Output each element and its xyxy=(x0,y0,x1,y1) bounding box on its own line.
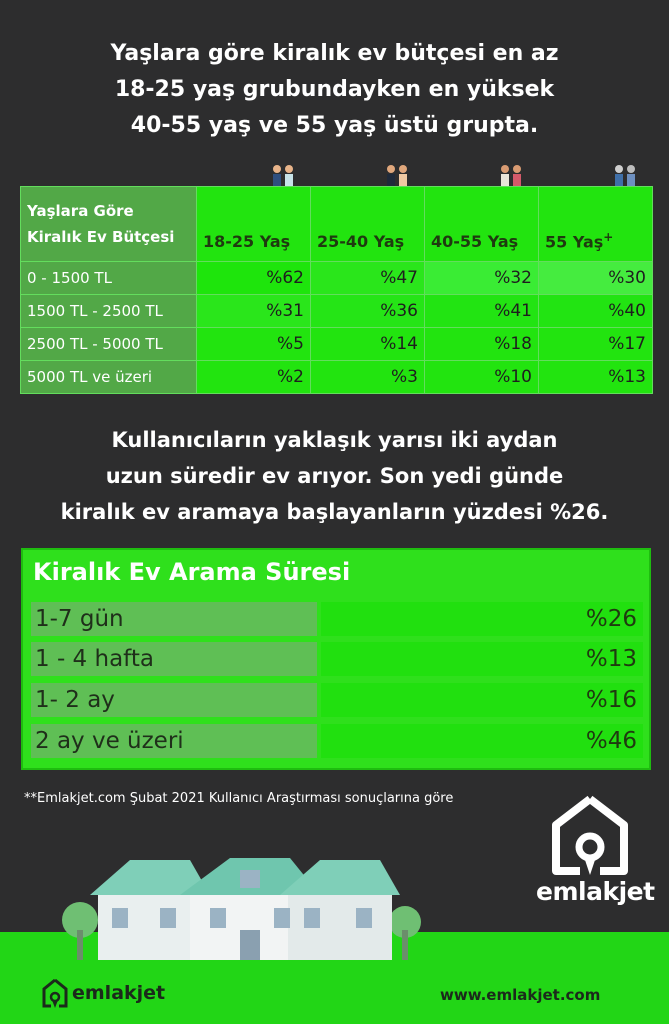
headline-line: uzun süredir ev arıyor. Son yedi günde xyxy=(105,464,564,488)
row-label: 5000 TL ve üzeri xyxy=(21,361,197,394)
headline-budget xyxy=(0,36,669,144)
age-label: 25-40 Yaş xyxy=(317,232,405,251)
headline-search-duration xyxy=(0,422,669,530)
rent-budget-table xyxy=(20,186,653,394)
table-header-label xyxy=(21,187,197,262)
plus-sign: + xyxy=(603,229,614,244)
headline-line: 40-55 yaş ve 55 yaş üstü grupta. xyxy=(130,113,539,138)
row-label: 1- 2 ay xyxy=(31,683,317,717)
row-label: 1500 TL - 2500 TL xyxy=(21,295,197,328)
row-value: %26 xyxy=(321,602,643,636)
table-cell: %62 xyxy=(197,262,311,295)
table-cell: %3 xyxy=(311,361,425,394)
age-label: 18-25 Yaş xyxy=(203,232,291,251)
headline-line: 18-25 yaş grubundayken en yüksek xyxy=(114,77,555,102)
row-value: %13 xyxy=(321,642,643,676)
table-cell: %47 xyxy=(311,262,425,295)
row-label: 0 - 1500 TL xyxy=(21,262,197,295)
age-label: 55 Yaş xyxy=(545,232,604,251)
headline-line: Kullanıcıların yaklaşık yarısı iki aydan xyxy=(111,428,558,452)
age-header xyxy=(311,187,425,262)
row-label: 2 ay ve üzeri xyxy=(31,724,317,758)
row-label: 2500 TL - 5000 TL xyxy=(21,328,197,361)
header-label-line: Yaşlara Göre xyxy=(27,202,134,220)
table-cell: %18 xyxy=(425,328,539,361)
search-table-title: Kiralık Ev Arama Süresi xyxy=(33,558,351,586)
headline-line: Yaşlara göre kiralık ev bütçesi en az xyxy=(110,41,559,66)
table-cell: %17 xyxy=(539,328,653,361)
house-pin-icon xyxy=(42,978,68,1010)
search-duration-table xyxy=(21,548,651,770)
table-row xyxy=(21,361,653,394)
table-cell: %32 xyxy=(425,262,539,295)
table-cell: %41 xyxy=(425,295,539,328)
row-value: %16 xyxy=(321,683,643,717)
age-header xyxy=(425,187,539,262)
brand-name: emlakjet xyxy=(72,982,166,1004)
table-row xyxy=(21,295,653,328)
age-label: 40-55 Yaş xyxy=(431,232,519,251)
brand-logo[interactable] xyxy=(532,795,655,910)
table-cell: %31 xyxy=(197,295,311,328)
table-cell: %10 xyxy=(425,361,539,394)
website-link[interactable]: www.emlakjet.com xyxy=(440,986,601,1004)
headline-line: kiralık ev aramaya başlayanların yüzdesi %26. xyxy=(60,500,609,524)
table-cell: %30 xyxy=(539,262,653,295)
row-label: 1-7 gün xyxy=(31,602,317,636)
row-value: %46 xyxy=(321,724,643,758)
table-cell: %13 xyxy=(539,361,653,394)
header-label-line: Kiralık Ev Bütçesi xyxy=(27,228,175,246)
brand-name: emlakjet xyxy=(536,877,655,906)
row-label: 1 - 4 hafta xyxy=(31,642,317,676)
table-cell: %2 xyxy=(197,361,311,394)
age-header xyxy=(197,187,311,262)
table-header-row xyxy=(21,187,653,262)
age-header xyxy=(539,187,653,262)
source-footnote: **Emlakjet.com Şubat 2021 Kullanıcı Araştırması sonuçlarına göre xyxy=(24,791,454,806)
table-cell: %40 xyxy=(539,295,653,328)
table-row xyxy=(31,683,643,717)
table-row xyxy=(31,642,643,676)
house-pin-icon xyxy=(550,795,630,877)
table-row xyxy=(31,724,643,758)
table-cell: %14 xyxy=(311,328,425,361)
table-cell: %5 xyxy=(197,328,311,361)
table-row xyxy=(21,328,653,361)
table-cell: %36 xyxy=(311,295,425,328)
table-row xyxy=(21,262,653,295)
table-row xyxy=(31,602,643,636)
houses-illustration xyxy=(60,850,430,960)
